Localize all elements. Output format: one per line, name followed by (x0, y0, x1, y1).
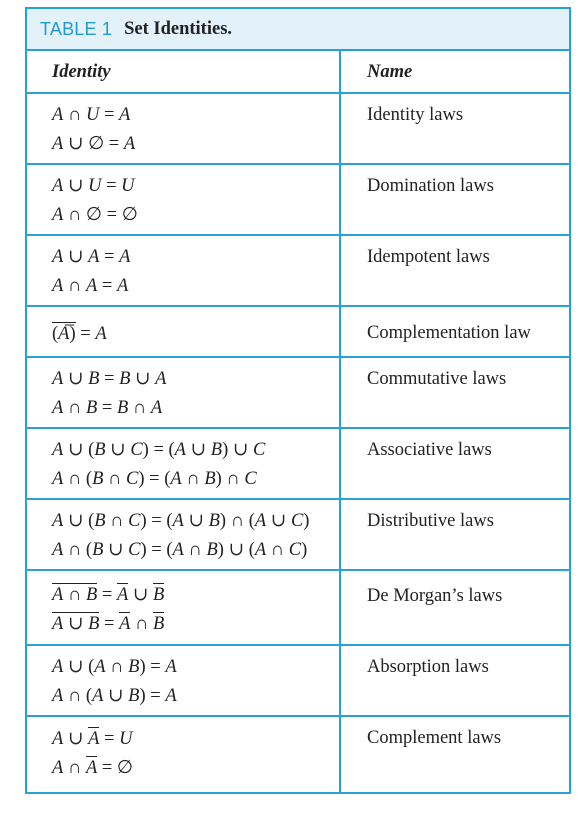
identity-equation: A ∪ (B ∪ C) = (A ∪ B) ∪ C (52, 440, 266, 460)
table-row (27, 165, 569, 236)
identity-equation: A ∪ (B ∩ C) = (A ∪ B) ∩ (A ∪ C) (52, 511, 310, 531)
identity-equation: A ∩ U = A (52, 105, 131, 125)
identity-equation (52, 322, 339, 351)
equation-rhs: = U (99, 729, 133, 749)
complement-symbol: A (85, 758, 98, 778)
identity-cell (27, 236, 341, 305)
complement-symbol: A (88, 729, 100, 749)
equation-operator: ∩ (130, 614, 154, 634)
set-identities-table (25, 7, 571, 794)
identity-cell (27, 94, 341, 163)
law-name: Idempotent laws (367, 247, 490, 267)
identity-equation: A ∪ (A ∩ B) = A (52, 657, 177, 677)
equation-operator: = (97, 585, 117, 605)
identity-cell (27, 165, 341, 234)
law-name: Absorption laws (367, 657, 489, 677)
identity-equation (52, 583, 339, 612)
identity-equation: A ∩ B = B ∩ A (52, 398, 163, 418)
identity-cell (27, 717, 341, 792)
complement-symbol: A (116, 585, 129, 605)
complement-expression: A ∪ B (52, 614, 100, 634)
table-row (27, 717, 569, 792)
identity-equation: A ∩ ∅ = ∅ (52, 205, 138, 225)
identity-equation (52, 612, 339, 641)
equation-operator: = (99, 614, 120, 634)
table-row (27, 571, 569, 646)
law-name: Associative laws (367, 440, 492, 460)
identity-equation: A ∪ ∅ = A (52, 134, 136, 154)
table-title: Set Identities. (124, 18, 233, 39)
identity-equation: A ∪ U = U (52, 176, 135, 196)
law-name: Identity laws (367, 105, 464, 125)
identity-equation: A ∩ (A ∪ B) = A (52, 686, 177, 706)
identity-cell (27, 646, 341, 715)
identity-equation: A ∪ B = B ∪ A (52, 369, 167, 389)
table-number-label: TABLE 1 (40, 18, 113, 39)
equation-rhs: = ∅ (97, 758, 134, 778)
identity-cell (27, 500, 341, 569)
law-name: Complement laws (367, 728, 502, 748)
header-name: Name (367, 62, 413, 82)
table-row (27, 94, 569, 165)
identity-equation: A ∩ (B ∪ C) = (A ∩ B) ∪ (A ∩ C) (52, 540, 308, 560)
identity-equation (52, 756, 339, 785)
identity-cell (27, 429, 341, 498)
equation-lhs: A ∪ (52, 729, 89, 749)
identity-cell (27, 358, 341, 427)
identity-equation: A ∩ A = A (52, 276, 129, 296)
table-header-row (27, 51, 569, 94)
complement-symbol: A (119, 614, 131, 634)
table-row (27, 500, 569, 571)
complement-expression: (A̅) (52, 324, 76, 344)
table-row (27, 429, 569, 500)
identity-equation (52, 727, 339, 756)
table-row (27, 307, 569, 358)
table-title-bar (27, 9, 569, 51)
complement-expression: A ∩ B (52, 585, 98, 605)
law-name: Domination laws (367, 176, 494, 196)
law-name: Complementation law (367, 323, 531, 343)
law-name: Distributive laws (367, 511, 494, 531)
law-name: Commutative laws (367, 369, 507, 389)
equation-operator: ∪ (128, 585, 154, 605)
identity-equation: A ∩ (B ∩ C) = (A ∩ B) ∩ C (52, 469, 257, 489)
equation-rhs: = A (75, 324, 107, 344)
table-row (27, 236, 569, 307)
complement-symbol: B (153, 585, 165, 605)
equation-lhs: A ∩ (52, 758, 86, 778)
identity-cell (27, 571, 341, 644)
complement-symbol: B (153, 614, 165, 634)
table-row (27, 358, 569, 429)
table-row (27, 646, 569, 717)
law-name: De Morgan’s laws (367, 586, 503, 606)
header-identity: Identity (27, 51, 341, 92)
identity-cell (27, 307, 341, 356)
identity-equation: A ∪ A = A (52, 247, 131, 267)
